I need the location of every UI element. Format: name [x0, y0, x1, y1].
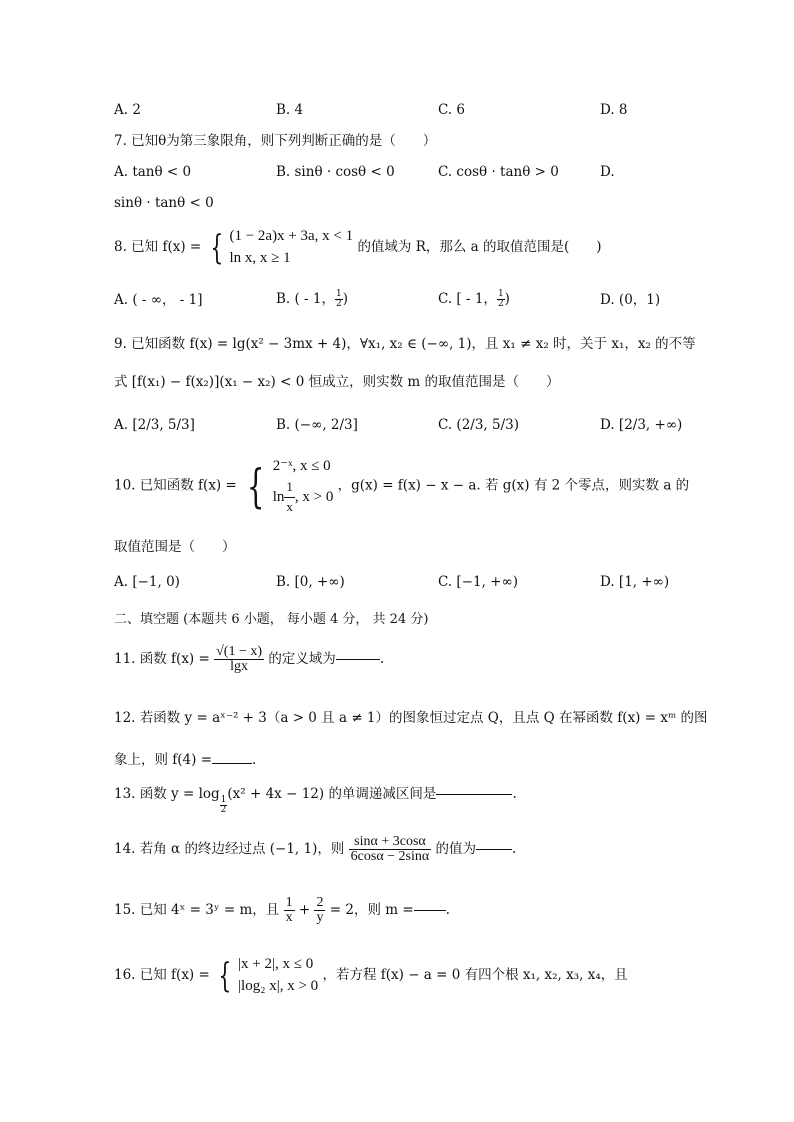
q10-piece-2-num: 1: [284, 478, 295, 498]
q8-option-b-den: 2: [336, 299, 342, 309]
q6-option-a: A. 2: [114, 102, 141, 118]
q6-option-c: C. 6: [438, 102, 466, 118]
q9-option-b: B. (−∞, 2/3]: [276, 417, 358, 433]
q8-option-c-post: ): [504, 290, 510, 307]
answer-blank[interactable]: [336, 659, 380, 660]
q8-option-c-pre: C. [ - 1，: [438, 290, 497, 307]
q8-pieces: [229, 226, 353, 270]
q8-option-b-pre: B. ( - 1，: [276, 290, 336, 307]
q8-option-b-num: 1: [336, 289, 342, 299]
q10-pieces: [273, 456, 334, 516]
q8-prefix: 8. 已知 f(x) =: [114, 239, 202, 255]
q11-denominator: lgx: [230, 659, 248, 674]
q7-stem: 7. 已知θ为第三象限角，则下列判断正确的是（ ）: [114, 133, 437, 149]
q10-piece-2-post: , x > 0: [294, 488, 334, 505]
q11-fraction: [214, 645, 264, 674]
q7-option-c: C. cosθ · tanθ > 0: [438, 164, 559, 180]
q8-option-a: A. ( - ∞， - 1]: [114, 292, 203, 308]
q8-option-c-num: 1: [497, 289, 504, 299]
q12-stem-line-1: 12. 若函数 y = aˣ⁻² + 3（a > 0 且 a ≠ 1）的图象恒过定点 Q，且点 Q 在幂函数 f(x) = xᵐ 的图: [114, 710, 708, 726]
q15-prefix: 15. 已知 4ˣ = 3ʸ = m，且: [114, 901, 280, 918]
q10-piece-2-ln: ln: [272, 488, 285, 505]
q7-option-b: B. sinθ · cosθ < 0: [276, 164, 395, 180]
q16-prefix: 16. 已知 f(x) =: [114, 967, 210, 983]
q10-stem: [114, 456, 689, 516]
q15-fraction-2-num: 2: [316, 895, 324, 910]
brace-icon: {: [246, 459, 265, 514]
q12-line-2-text: 象上，则 f(4) =: [114, 752, 213, 768]
q8-suffix: 的值域为 R，那么 a 的取值范围是( ): [357, 239, 602, 255]
q16-stem: [114, 954, 628, 998]
q14-denominator: 6cosα − 2sinα: [350, 849, 430, 864]
q10-piece-2: [273, 478, 334, 517]
q16-piece-1: |x + 2|, x ≤ 0: [238, 956, 314, 972]
q8-piece-2: ln x, x ≥ 1: [229, 249, 291, 266]
q15-mid: = 2，则 m =: [329, 901, 414, 918]
q14-suffix: 的值为: [435, 840, 477, 857]
q10-option-b: B. [0, +∞): [276, 574, 345, 590]
q15-fraction-1: [284, 896, 295, 925]
q8-option-c-den: 2: [497, 299, 504, 309]
q13-suffix: 的单调递减区间是: [328, 786, 437, 802]
answer-blank[interactable]: [414, 910, 446, 911]
q10-prefix: 10. 已知函数 f(x) =: [114, 477, 237, 494]
q15-fraction-1-num: 1: [285, 895, 293, 910]
q9-option-c: C. (2/3, 5/3): [438, 417, 519, 433]
q14-numerator: sinα + 3cosα: [349, 835, 432, 850]
brace-icon: {: [209, 227, 223, 268]
q12-stem-line-2: 象上，则 f(4) = .: [114, 752, 257, 768]
q8-option-c-fraction: [497, 290, 505, 309]
q15-fraction-2-den: y: [316, 910, 324, 925]
q13-stem: 13. 函数 y = log $\frac{1}{2}(x^2 + 4x - 12)$ 的单调递减区间是 .: [114, 786, 517, 816]
q8-option-b-fraction: [335, 290, 343, 309]
q13-argument: (x² + 4x − 12): [227, 786, 325, 802]
q11-numerator: √(1 − x): [216, 644, 263, 659]
q13-log-base-den: 2: [220, 805, 227, 816]
q10-suffix: ，g(x) = f(x) − x − a. 若 g(x) 有 2 个零点，则实数 a 的: [337, 477, 690, 494]
q8-option-d: D. (0，1): [600, 292, 661, 308]
q7-option-a: A. tanθ < 0: [114, 164, 192, 180]
q8-piece-1: (1 − 2a)x + 3a, x < 1: [229, 228, 354, 244]
q10-piece-2-den: x: [286, 498, 293, 514]
q11-suffix: 的定义域为: [268, 650, 336, 667]
q10-option-d: D. [1, +∞): [600, 574, 670, 590]
q8-option-b: [276, 290, 348, 309]
q7-option-d: D.: [600, 164, 615, 180]
q8-option-c: [438, 290, 510, 309]
section-heading-fill-in: 二、填空题 (本题共 6 小题， 每小题 4 分， 共 24 分): [114, 612, 429, 627]
q15-plus: +: [298, 901, 311, 918]
q16-pieces: [238, 954, 318, 998]
q16-piece-2: |log₂ x|, x > 0: [238, 977, 319, 994]
q13-log-base-num: 1: [220, 795, 227, 806]
q9-stem-line-1: 9. 已知函数 f(x) = lg(x² − 3mx + 4)，∀x₁, x₂ ∈ (−∞, 1)，且 x₁ ≠ x₂ 时，关于 x₁，x₂ 的不等: [114, 336, 696, 352]
q10-option-a: A. [−1, 0): [114, 574, 180, 590]
q10-option-c: C. [−1, +∞): [438, 574, 519, 590]
q11-prefix: 11. 函数 f(x) =: [114, 650, 210, 667]
q8-option-b-post: ): [342, 290, 349, 307]
q10-piece-2-fraction: [284, 478, 295, 517]
q9-stem-line-2: 式 [f(x₁) − f(x₂)](x₁ − x₂) < 0 恒成立，则实数 m 的取值范围是（ ）: [114, 374, 560, 390]
q9-option-a: A. [2/3, 5/3]: [114, 417, 195, 433]
q14-stem: 14. 若角 α 的终边经过点 (−1, 1)，则 $\frac{\sin\alpha + 3\cos\alpha}{6\cos\alpha - 2\sin\alpha}$ 的值为 .: [114, 834, 517, 864]
q11-stem: 11. 函数 f(x) = $\frac{√(1 - x)}{\lg x}$ 的定义域为 .: [114, 644, 385, 674]
q14-prefix: 14. 若角 α 的终边经过点 (−1, 1)，则: [114, 840, 345, 857]
brace-icon: {: [218, 955, 232, 996]
q14-fraction: [349, 835, 432, 864]
answer-blank[interactable]: [476, 849, 512, 850]
q6-option-b: B. 4: [276, 102, 304, 118]
q7-option-d-continued: sinθ · tanθ < 0: [114, 195, 214, 211]
q13-prefix: 13. 函数 y = log: [114, 786, 220, 802]
q6-option-d: D. 8: [600, 102, 628, 118]
q15-fraction-1-den: x: [285, 910, 293, 925]
q15-stem: 15. 已知 4ˣ = 3ʸ = m，且 $\frac{1}{x}$ + $\frac{2}{y}$ = 2，则 m = .: [114, 895, 450, 925]
q15-fraction-2: [314, 896, 325, 925]
q8-stem: [114, 226, 602, 270]
q10-stem-continued: 取值范围是（ ）: [114, 539, 236, 555]
q10-piece-1: 2⁻ˣ, x ≤ 0: [272, 458, 331, 474]
q16-suffix: ，若方程 f(x) − a = 0 有四个根 x₁, x₂, x₃, x₄，且: [322, 967, 628, 983]
answer-blank[interactable]: [212, 763, 252, 764]
answer-blank[interactable]: [436, 794, 512, 795]
q9-option-d: D. [2/3, +∞): [600, 417, 683, 433]
